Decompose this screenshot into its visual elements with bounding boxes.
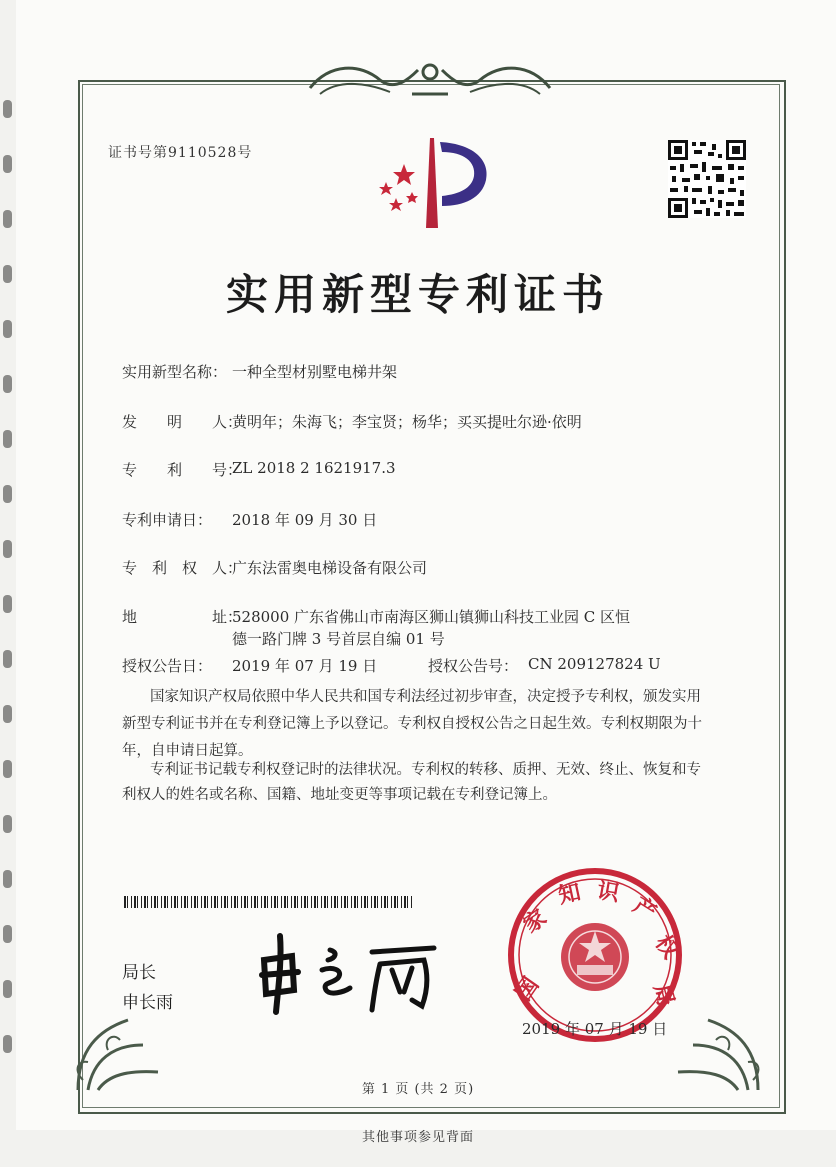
patentee-name: 广东法雷奥电梯设备有限公司 [232, 559, 428, 577]
address-label: 地 址： [122, 608, 243, 626]
legal-status-line-2: 利权人的姓名或名称、国籍、地址变更等事项记载在专利登记簿上。 [122, 787, 557, 803]
official-title: 局长 [122, 963, 156, 983]
utility-model-name-label: 实用新型名称： [122, 363, 228, 381]
binder-holes [0, 0, 16, 1167]
statement-line-3: 年，自申请日起算。 [122, 743, 253, 759]
svg-text:局: 局 [648, 981, 679, 1010]
patent-number: ZL 2018 2 1621917.3 [232, 459, 396, 477]
legal-status-line-1: 专利证书记载专利权登记时的法律状况。专利权的转移、质押、无效、终止、恢复和专 [150, 762, 701, 778]
grant-number: CN 209127824 U [528, 655, 661, 673]
svg-text:权: 权 [649, 931, 683, 964]
svg-text:知: 知 [556, 880, 584, 910]
statement-line-1: 国家知识产权局依照中华人民共和国专利法经过初步审查，决定授予专利权，颁发实用 [150, 689, 701, 705]
footer-note: 其他事项参见背面 [361, 1130, 474, 1145]
certificate-number: 证书号第9110528号 [108, 145, 253, 161]
seal-date: 2019 年 07 月 19 日 [522, 1020, 668, 1038]
signature [252, 930, 442, 1015]
svg-text:产: 产 [628, 893, 661, 926]
certificate-title: 实用新型专利证书 [225, 270, 610, 319]
page-indicator: 第 1 页 (共 2 页) [361, 1082, 475, 1097]
barcode [124, 896, 414, 908]
statement-line-2: 新型专利证书并在专利登记簿上予以登记。专利权自授权公告之日起生效。专利权期限为十 [122, 716, 702, 732]
top-ornament [300, 58, 560, 102]
utility-model-name: 一种全型材别墅电梯井架 [232, 363, 398, 381]
grant-number-label: 授权公告号： [428, 657, 519, 675]
svg-text:识: 识 [595, 878, 622, 907]
patent-office-logo [368, 132, 498, 232]
qr-code [668, 140, 746, 218]
inventor-names: 黄明年；朱海飞；李宝贤；杨华；买买提吐尔逊·依明 [232, 413, 582, 431]
grant-date: 2019 年 07 月 19 日 [232, 657, 378, 675]
patentee-label: 专 利 权 人： [122, 559, 243, 577]
filing-date-label: 专利申请日： [122, 511, 213, 529]
address-line-2: 德一路门牌 3 号首层自编 01 号 [232, 630, 445, 648]
inventor-label: 发 明 人： [122, 413, 243, 431]
grant-date-label: 授权公告日： [122, 657, 213, 675]
svg-text:国: 国 [511, 973, 545, 1006]
address-line-1: 528000 广东省佛山市南海区狮山镇狮山科技工业园 C 区恒 [232, 608, 631, 626]
patent-number-label: 专 利 号： [122, 461, 243, 479]
official-name: 申长雨 [122, 993, 173, 1013]
filing-date: 2018 年 09 月 30 日 [232, 511, 378, 529]
svg-text:家: 家 [519, 905, 552, 939]
